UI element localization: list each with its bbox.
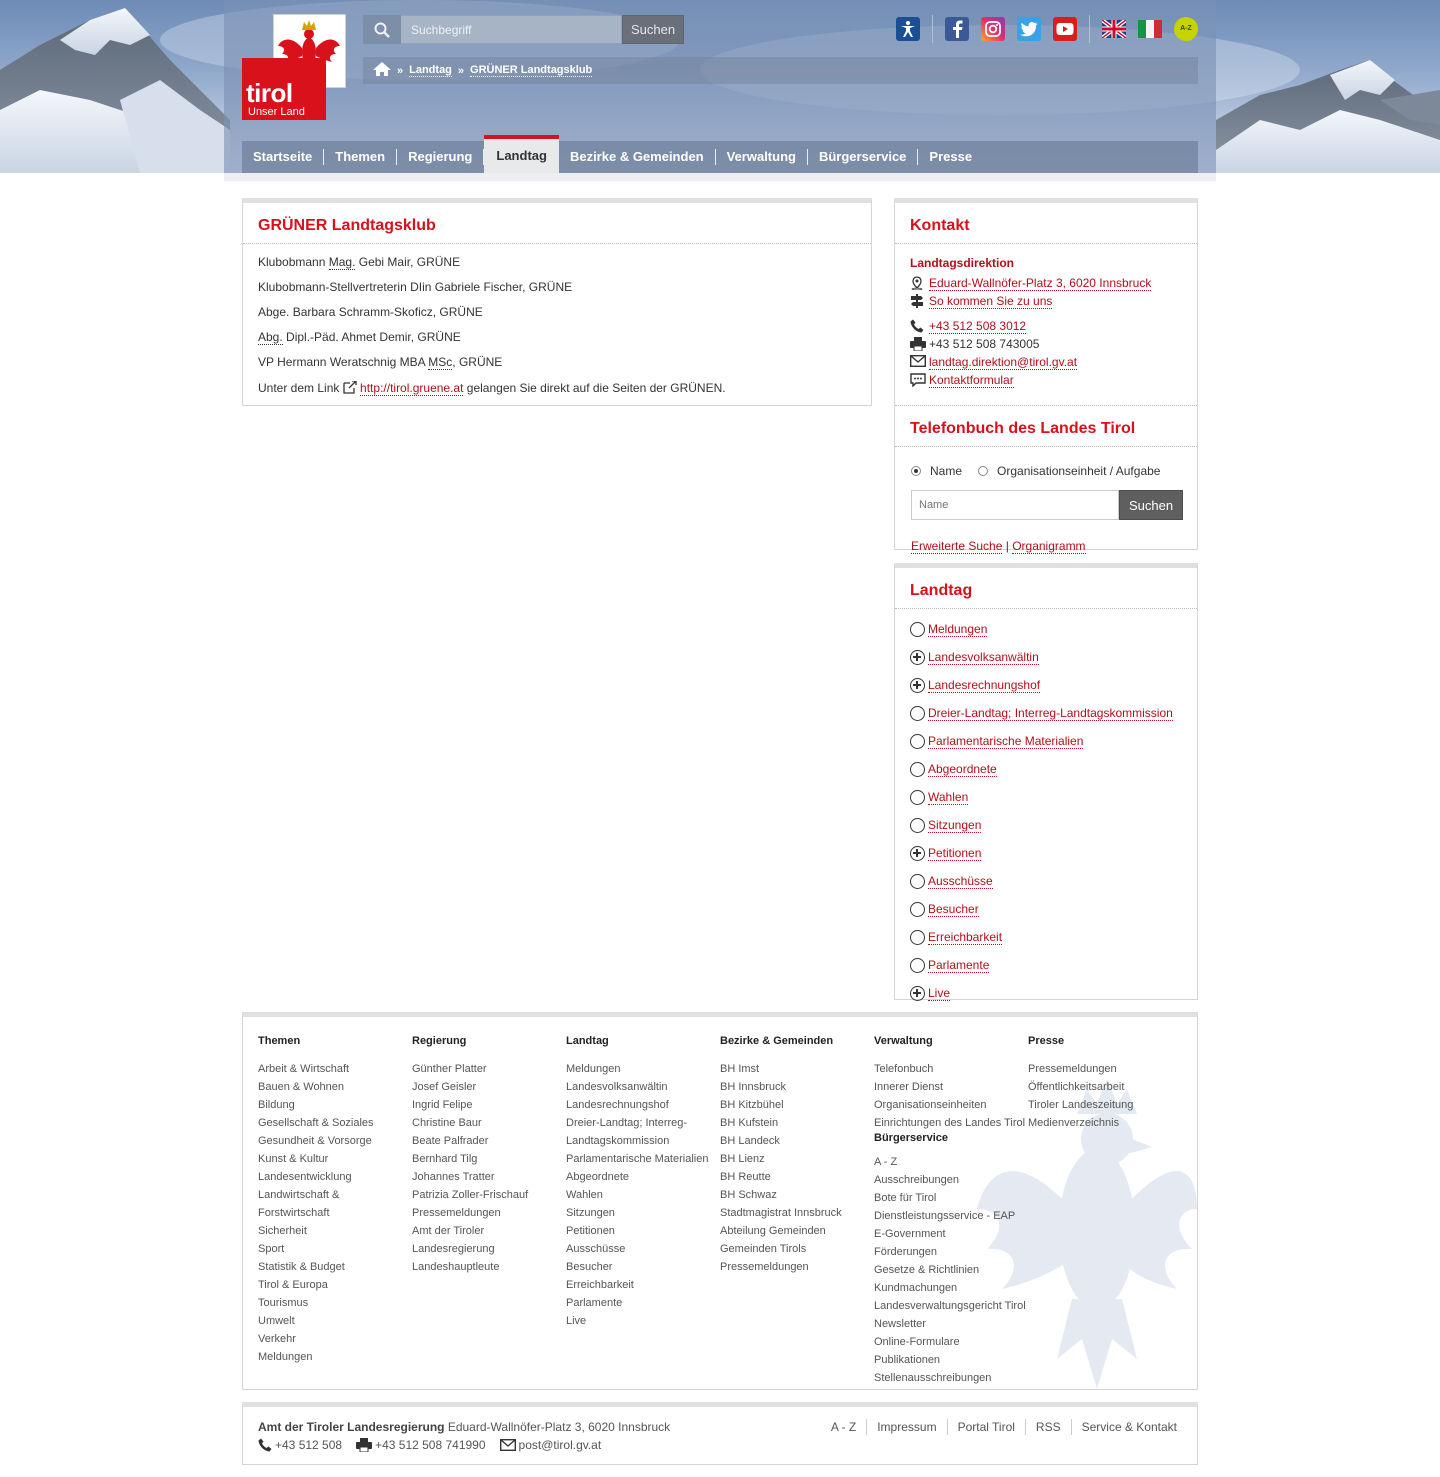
sitemap-heading: Presse xyxy=(1028,1035,1065,1047)
sitemap-link[interactable]: Bauen & Wohnen xyxy=(258,1081,345,1093)
radio-organisation[interactable] xyxy=(978,466,988,476)
search-input[interactable] xyxy=(401,15,622,44)
member-line: Klubobmann-Stellvertreterin DIin Gabriele Fischer, GRÜNE xyxy=(258,280,573,294)
radio-name[interactable] xyxy=(911,466,921,476)
a-z-icon[interactable] xyxy=(1174,17,1198,41)
sitemap-link[interactable]: Organisationseinheiten xyxy=(874,1099,987,1111)
breadcrumb xyxy=(363,57,1198,84)
facebook-icon[interactable] xyxy=(945,17,969,41)
radio-name-label: Name xyxy=(930,464,963,478)
landtag-menu-link[interactable]: Parlamentarische Materialien xyxy=(928,733,1084,748)
page-title: GRÜNER Landtagsklub xyxy=(243,203,871,244)
circle-bullet-icon xyxy=(910,930,925,945)
nav-verwaltung[interactable]: Verwaltung xyxy=(716,149,808,165)
landtag-menu-item[interactable] xyxy=(910,811,1197,839)
search-button[interactable]: Suchen xyxy=(622,15,684,44)
sitemap-link[interactable]: Verkehr xyxy=(258,1333,296,1345)
sitemap-link[interactable]: Wahlen xyxy=(566,1189,603,1201)
sitemap-heading: Verwaltung xyxy=(874,1035,933,1047)
sitemap-column-presse xyxy=(1028,1035,1182,1132)
sitemap-link[interactable]: Johannes Tratter xyxy=(412,1171,495,1183)
tirol-logo[interactable] xyxy=(242,14,346,120)
expand-plus-icon[interactable] xyxy=(910,986,925,1001)
sitemap-link[interactable]: Ausschreibungen xyxy=(874,1174,960,1186)
youtube-icon[interactable] xyxy=(1053,17,1077,41)
landtag-menu-list xyxy=(895,609,1197,1007)
sitemap-column-regierung xyxy=(412,1035,566,1276)
member-line: Abg. Dipl.-Päd. Ahmet Demir, GRÜNE xyxy=(258,330,461,344)
sitemap-link[interactable]: Innerer Dienst xyxy=(874,1081,944,1093)
sitemap-heading: Bürgerservice xyxy=(874,1132,948,1144)
circle-bullet-icon xyxy=(910,790,925,805)
sitemap-link[interactable]: Meldungen xyxy=(258,1351,313,1363)
footer-link-impressum[interactable]: Impressum xyxy=(867,1419,947,1435)
sitemap-link[interactable]: Josef Geisler xyxy=(412,1081,477,1093)
sitemap-link[interactable]: Newsletter xyxy=(874,1318,926,1330)
member-line: Klubobmann Mag. Gebi Mair, GRÜNE xyxy=(258,255,461,269)
accessibility-icon[interactable] xyxy=(896,17,920,41)
landtag-menu-link[interactable]: Ausschüsse xyxy=(928,873,993,888)
sitemap-link[interactable]: Ausschüsse xyxy=(566,1243,626,1255)
circle-bullet-icon xyxy=(910,706,925,721)
sitemap-link[interactable]: Gesundheit & Vorsorge xyxy=(258,1135,372,1147)
kontakt-email-link[interactable]: landtag.direktion@tirol.gv.at xyxy=(929,354,1078,369)
sitemap-heading: Bezirke & Gemeinden xyxy=(720,1035,834,1047)
sitemap-link[interactable]: Landesverwaltungsgericht Tirol xyxy=(874,1300,1026,1312)
organigramm-link[interactable]: Organigramm xyxy=(1012,539,1086,553)
landtag-menu-link[interactable]: Sitzungen xyxy=(928,817,982,832)
landtag-menu-link[interactable]: Landesrechnungshof xyxy=(928,677,1041,692)
sitemap-link[interactable]: Parlamente xyxy=(566,1297,623,1309)
sitemap-link[interactable]: Beate Palfrader xyxy=(412,1135,489,1147)
nav-buergerservice[interactable]: Bürgerservice xyxy=(808,149,918,165)
sitemap-column-themen xyxy=(258,1035,412,1366)
sitemap-link[interactable]: Dienstleistungsservice - EAP xyxy=(874,1210,1016,1222)
landtag-menu-item[interactable] xyxy=(910,783,1197,811)
sitemap-link[interactable]: Petitionen xyxy=(566,1225,615,1237)
breadcrumb-separator: » xyxy=(397,64,404,77)
footer-address xyxy=(258,1420,670,1434)
landtag-menu-item[interactable] xyxy=(910,755,1197,783)
sitemap-link[interactable]: Amt der Tiroler xyxy=(412,1225,485,1237)
landtag-menu-link[interactable]: Landesvolksanwältin xyxy=(928,649,1039,664)
phone-icon xyxy=(910,319,926,333)
sitemap-link[interactable]: Landesregierung xyxy=(412,1243,495,1255)
gruene-link[interactable]: http://tirol.gruene.at xyxy=(360,381,464,395)
landtag-menu-link[interactable]: Besucher xyxy=(928,901,979,916)
breadcrumb-current[interactable]: GRÜNER Landtagsklub xyxy=(470,64,593,76)
flag-italy-icon[interactable] xyxy=(1138,17,1162,41)
home-icon[interactable] xyxy=(373,62,391,79)
footer-sitemap xyxy=(242,1012,1198,1390)
sitemap-link[interactable]: Sitzungen xyxy=(566,1207,615,1219)
site-search xyxy=(363,15,684,44)
sitemap-link[interactable]: BH Kitzbühel xyxy=(720,1099,784,1111)
landtag-menu-item[interactable] xyxy=(910,671,1197,699)
sitemap-link[interactable]: Statistik & Budget xyxy=(258,1261,345,1273)
sitemap-heading: Themen xyxy=(258,1035,301,1047)
landtag-menu-item[interactable] xyxy=(910,839,1197,867)
twitter-icon[interactable] xyxy=(1017,17,1041,41)
landtag-menu-link[interactable]: Petitionen xyxy=(928,845,982,860)
sitemap-link[interactable]: Gemeinden Tirols xyxy=(720,1243,807,1255)
signpost-icon xyxy=(910,294,926,308)
sitemap-link[interactable]: Besucher xyxy=(566,1261,613,1273)
landtag-menu-link[interactable]: Meldungen xyxy=(928,621,988,636)
breadcrumb-separator: » xyxy=(457,64,465,77)
nav-themen[interactable]: Themen xyxy=(324,149,397,165)
circle-bullet-icon xyxy=(910,902,925,917)
landtag-menu-link[interactable]: Wahlen xyxy=(928,789,969,804)
sitemap-link[interactable]: BH Reutte xyxy=(720,1171,771,1183)
sitemap-link[interactable]: Pressemeldungen xyxy=(1028,1063,1117,1075)
a-z-icon-label: A-Z xyxy=(1180,25,1192,32)
member-line: Abge. Barbara Schramm-Skoficz, GRÜNE xyxy=(258,305,483,319)
footer-link-rss[interactable]: RSS xyxy=(1026,1419,1072,1435)
sitemap-link[interactable]: Öffentlichkeitsarbeit xyxy=(1028,1081,1125,1093)
sitemap-heading: Landtag xyxy=(566,1035,609,1047)
telefonbuch-links xyxy=(895,520,1197,553)
sitemap-link[interactable]: Meldungen xyxy=(566,1063,621,1075)
footer-contacts xyxy=(258,1438,615,1452)
sitemap-column-verwaltung xyxy=(874,1035,1034,1387)
kontakt-address-link[interactable]: Eduard-Wallnöfer-Platz 3, 6020 Innsbruck xyxy=(929,275,1152,290)
landtag-menu-link[interactable]: Erreichbarkeit xyxy=(928,929,1003,944)
sitemap-link[interactable]: Sicherheit xyxy=(258,1225,307,1237)
footer-fax: +43 512 508 741990 xyxy=(375,1438,486,1452)
sitemap-link[interactable]: Abgeordnete xyxy=(566,1171,629,1183)
content-box xyxy=(242,198,872,406)
location-pin-icon xyxy=(910,276,926,290)
expand-plus-icon[interactable] xyxy=(910,846,925,861)
footer-email[interactable]: post@tirol.gv.at xyxy=(518,1438,602,1452)
sitemap-link[interactable]: Parlamentarische Materialien xyxy=(566,1153,709,1165)
footer-links xyxy=(821,1419,1177,1435)
sitemap-link[interactable]: BH Imst xyxy=(720,1063,760,1075)
footer-link-service-kontakt[interactable]: Service & Kontakt xyxy=(1081,1420,1177,1434)
sitemap-link[interactable]: Ingrid Felipe xyxy=(412,1099,473,1111)
sitemap-link[interactable]: Telefonbuch xyxy=(874,1063,934,1075)
sitemap-link[interactable]: Pressemeldungen xyxy=(412,1207,501,1219)
sitemap-link[interactable]: Pressemeldungen xyxy=(720,1261,809,1273)
sitemap-link[interactable]: Live xyxy=(566,1315,587,1327)
sitemap-link[interactable]: BH Landeck xyxy=(720,1135,780,1147)
directions-link[interactable]: So kommen Sie zu uns xyxy=(929,293,1053,308)
kontakt-org: Landtagsdirektion xyxy=(910,256,1015,270)
sitemap-link[interactable]: BH Kufstein xyxy=(720,1117,779,1129)
expand-plus-icon[interactable] xyxy=(910,650,925,665)
sitemap-link[interactable]: Bote für Tirol xyxy=(874,1192,937,1204)
social-divider xyxy=(932,15,933,43)
footer-org: Amt der Tiroler Landesregierung xyxy=(258,1420,445,1434)
nav-presse[interactable]: Presse xyxy=(929,149,973,164)
landtag-menu-box xyxy=(894,563,1198,1000)
sitemap-link[interactable]: A - Z xyxy=(874,1156,898,1168)
landtag-menu-item[interactable] xyxy=(910,979,1197,1007)
member-line: VP Hermann Weratschnig MBA MSc, GRÜNE xyxy=(258,355,503,369)
landtag-menu-item[interactable] xyxy=(910,895,1197,923)
landtag-menu-link[interactable]: Parlamente xyxy=(928,957,990,972)
sitemap-link[interactable]: E-Government xyxy=(874,1228,946,1240)
telefonbuch-search-button[interactable]: Suchen xyxy=(1119,490,1183,520)
external-link-line: Unter dem Link http://tirol.gruene.at gelangen Sie direkt auf die Seiten der GRÜNEN. xyxy=(258,381,726,395)
sitemap-heading: Regierung xyxy=(412,1035,467,1047)
kontaktformular-link[interactable]: Kontaktformular xyxy=(929,372,1014,387)
search-icon[interactable] xyxy=(363,15,401,44)
sitemap-link[interactable]: BH Innsbruck xyxy=(720,1081,787,1093)
telefonbuch-search-type xyxy=(895,447,1197,478)
sitemap-link[interactable]: Einrichtungen des Landes Tirol xyxy=(874,1117,1026,1129)
footer-phone[interactable]: +43 512 508 xyxy=(275,1438,343,1452)
expand-plus-icon[interactable] xyxy=(910,678,925,693)
sitemap-link[interactable]: Tourismus xyxy=(258,1297,309,1309)
landtag-menu-link[interactable]: Abgeordnete xyxy=(928,761,997,776)
sitemap-link[interactable]: Landeshauptleute xyxy=(412,1261,500,1273)
telefonbuch-search xyxy=(911,490,1197,520)
header-shadow xyxy=(224,173,1216,181)
landtag-menu-item[interactable] xyxy=(910,615,1197,643)
main-navigation xyxy=(242,141,1198,173)
sitemap-link[interactable]: BH Schwaz xyxy=(720,1189,777,1201)
sitemap-link[interactable]: Patrizia Zoller-Frischauf xyxy=(412,1189,529,1201)
abbreviation: MSc xyxy=(428,355,453,369)
logo-wordmark: tirol xyxy=(246,78,293,108)
sitemap-link[interactable]: Günther Platter xyxy=(412,1063,487,1075)
nav-startseite[interactable]: Startseite xyxy=(242,149,324,165)
footer-address-text: Eduard-Wallnöfer-Platz 3, 6020 Innsbruck xyxy=(444,1420,671,1434)
flag-uk-icon[interactable] xyxy=(1102,17,1126,41)
abbreviation: Abg. xyxy=(258,330,283,344)
sitemap-link[interactable]: Tirol & Europa xyxy=(258,1279,328,1291)
landtag-menu-item[interactable] xyxy=(910,643,1197,671)
circle-bullet-icon xyxy=(910,958,925,973)
envelope-icon xyxy=(910,355,926,369)
footer-link-portal-tirol[interactable]: Portal Tirol xyxy=(948,1419,1026,1435)
circle-bullet-icon xyxy=(910,734,925,749)
landtag-menu-link[interactable]: Live xyxy=(928,985,951,1000)
sitemap-link[interactable]: Medienverzeichnis xyxy=(1028,1117,1120,1129)
sitemap-link[interactable]: Arbeit & Wirtschaft xyxy=(258,1063,350,1075)
kontakt-title: Kontakt xyxy=(895,203,1197,244)
phone-icon xyxy=(258,1438,272,1452)
social-bar xyxy=(896,15,1210,43)
sitemap-link[interactable]: Sport xyxy=(258,1243,285,1255)
sitemap-link[interactable]: BH Lienz xyxy=(720,1153,765,1165)
social-divider xyxy=(1089,15,1090,43)
content-body xyxy=(243,244,871,419)
kontakt-box xyxy=(894,198,1198,553)
footer-link-a-z[interactable]: A - Z xyxy=(821,1419,867,1435)
circle-bullet-icon xyxy=(910,622,925,637)
radio-organisation-label: Organisationseinheit / Aufgabe xyxy=(997,464,1161,478)
landtag-menu-item[interactable] xyxy=(910,951,1197,979)
envelope-icon xyxy=(500,1439,516,1451)
telefonbuch-name-input[interactable] xyxy=(911,490,1119,520)
kontakt-fax: +43 512 508 743005 xyxy=(929,337,1040,351)
sitemap-link[interactable]: Dreier-Landtag; Interreg-Landtagskommission xyxy=(566,1117,688,1147)
sitemap-link[interactable]: Christine Baur xyxy=(412,1117,482,1129)
sitemap-link[interactable]: Kundmachungen xyxy=(874,1282,958,1294)
fax-icon xyxy=(910,337,926,351)
breadcrumb-landtag[interactable]: Landtag xyxy=(409,64,452,76)
sitemap-link[interactable]: Bernhard Tilg xyxy=(412,1153,478,1165)
sitemap-link[interactable]: Landesrechnungshof xyxy=(566,1099,669,1111)
kontakt-phone-link[interactable]: +43 512 508 3012 xyxy=(929,318,1027,333)
sitemap-link[interactable]: Landwirtschaft & Forstwirtschaft xyxy=(258,1189,340,1219)
external-link-icon xyxy=(343,381,360,395)
landtag-menu-item[interactable] xyxy=(910,923,1197,951)
landtag-menu-item[interactable] xyxy=(910,699,1197,727)
sitemap-link[interactable]: Gesetze & Richtlinien xyxy=(874,1264,980,1276)
abbreviation: Mag. xyxy=(328,255,356,269)
landtag-menu-link[interactable]: Dreier-Landtag; Interreg-Landtagskommission xyxy=(928,705,1173,720)
sitemap-column-bezirke xyxy=(720,1035,874,1276)
sitemap-link[interactable]: Publikationen xyxy=(874,1354,941,1366)
sitemap-link[interactable]: Gesellschaft & Soziales xyxy=(258,1117,374,1129)
circle-bullet-icon xyxy=(910,874,925,889)
erweiterte-suche-link[interactable]: Erweiterte Suche xyxy=(911,539,1003,553)
sitemap-link[interactable]: Umwelt xyxy=(258,1315,295,1327)
fax-icon xyxy=(356,1438,372,1452)
instagram-icon[interactable] xyxy=(981,17,1005,41)
sitemap-link[interactable]: Landesentwicklung xyxy=(258,1171,352,1183)
nav-bezirke-gemeinden[interactable]: Bezirke & Gemeinden xyxy=(559,149,716,165)
sitemap-link[interactable]: Abteilung Gemeinden xyxy=(720,1225,826,1237)
sitemap-link[interactable]: Stellenausschreibungen xyxy=(874,1372,992,1384)
footer-bottom-bar xyxy=(242,1402,1198,1465)
chat-bubble-icon xyxy=(910,373,926,387)
sitemap-link[interactable]: Erreichbarkeit xyxy=(566,1279,634,1291)
sitemap-link[interactable]: Online-Formulare xyxy=(874,1336,960,1348)
circle-bullet-icon xyxy=(910,762,925,777)
sitemap-link[interactable]: Landesvolksanwältin xyxy=(566,1081,668,1093)
sitemap-link[interactable]: Bildung xyxy=(258,1099,295,1111)
nav-landtag[interactable]: Landtag xyxy=(484,135,559,173)
landtag-menu-title: Landtag xyxy=(895,568,1197,609)
nav-regierung[interactable]: Regierung xyxy=(397,149,484,165)
circle-bullet-icon xyxy=(910,818,925,833)
link-divider: | xyxy=(1005,539,1009,553)
sitemap-link[interactable]: Stadtmagistrat Innsbruck xyxy=(720,1207,842,1219)
logo-tagline: Unser Land xyxy=(248,106,305,118)
sitemap-link[interactable]: Kunst & Kultur xyxy=(258,1153,329,1165)
landtag-menu-item[interactable] xyxy=(910,727,1197,755)
sitemap-link[interactable]: Förderungen xyxy=(874,1246,937,1258)
landtag-menu-item[interactable] xyxy=(910,867,1197,895)
sitemap-column-landtag xyxy=(566,1035,720,1330)
sitemap-link[interactable]: Tiroler Landeszeitung xyxy=(1028,1099,1134,1111)
telefonbuch-title: Telefonbuch des Landes Tirol xyxy=(895,405,1197,447)
